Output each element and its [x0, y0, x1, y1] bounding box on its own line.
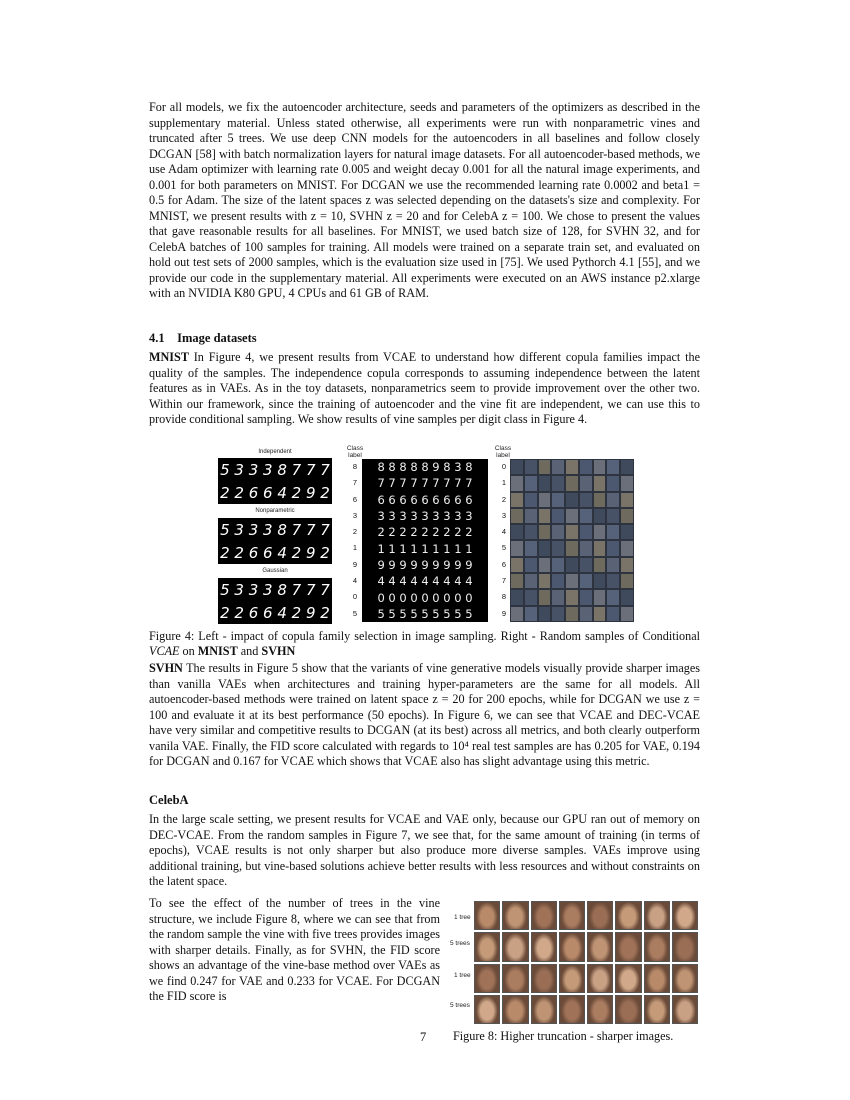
svhn-sample	[510, 475, 524, 491]
class-labels-mnist	[345, 459, 357, 622]
svhn-sample	[565, 573, 579, 589]
svhn-sample	[606, 459, 620, 475]
svhn-sample	[538, 589, 552, 605]
class-label: 8	[501, 592, 506, 602]
face-sample	[559, 932, 585, 961]
caption-text: Figure 4: Left - impact of copula family selection in image sampling. Right - Random samples of Conditional	[149, 629, 700, 643]
svhn-sample	[565, 606, 579, 622]
mnist-conditional-grid	[362, 459, 488, 622]
svhn-sample	[579, 540, 593, 556]
figure-4-caption	[149, 629, 700, 659]
svhn-sample	[593, 524, 607, 540]
svhn-sample	[565, 540, 579, 556]
class-label: 2	[352, 527, 357, 537]
face-sample	[502, 901, 528, 930]
face-sample	[502, 932, 528, 961]
class-label: 9	[352, 559, 357, 569]
svhn-sample	[510, 606, 524, 622]
grid-row: 7 7 7 7 7 7 7 7 7	[377, 476, 473, 491]
svhn-sample	[579, 475, 593, 491]
caption-svhn: SVHN	[261, 644, 296, 658]
svhn-sample	[620, 475, 634, 491]
svhn-sample	[579, 459, 593, 475]
svhn-sample	[524, 524, 538, 540]
svhn-sample	[551, 557, 565, 573]
svhn-sample	[538, 524, 552, 540]
class-labels-svhn	[494, 459, 506, 622]
svhn-body: The results in Figure 5 show that the variants of vine generative models visually provide sharper images than vanilla VAEs when architectures and training hyper-parameters are the same for all models. All autoencoder-based methods were trained on latent space z = 20 for 200 epochs, while for DCGAN we use z = 100 and evaluate it at its best performance (50 epochs). In Figure 6, we can see that VCAE and DEC-VCAE have very similar and competitive results to DCGAN (at its best) across all metrics, and both clearly outperform vanila VAE. Finally, the FID score calculated with regards to 10⁴ real test samples are has 0.205 for VAE, 0.194 for DCGAN and 0.167 for VCAE which shows that VCAE also has slight advantage using this metric.	[149, 661, 700, 768]
svhn-sample	[524, 606, 538, 622]
face-sample	[587, 901, 613, 930]
svhn-sample	[593, 475, 607, 491]
svhn-sample	[551, 508, 565, 524]
grid-row: 5 5 5 5 5 5 5 5 5	[377, 606, 473, 621]
sample-row: 2 2 6 6 4 2 9 2	[220, 603, 330, 622]
svhn-sample	[579, 508, 593, 524]
svhn-sample	[524, 475, 538, 491]
row-label: 1 tree	[454, 972, 471, 979]
celeba-paragraph: In the large scale setting, we present results for VCAE and VAE only, because our GPU ran out of memory on DEC-VCAE. From the random samples in Figure 7, we see that, for the same amount of training (in terms of epochs), VCAE results is not only sharper but also produce more diverse samples. VAEs improve using additional training, but vine-based solutions achieve better results with less resources and without constraints on the latent space.	[149, 812, 700, 888]
trees-paragraph: To see the effect of the number of trees in the vine structure, we include Figure 8, where we can see that from the random sample the vine with five trees provides images with sharper details. Finally, as for SVHN, the FID score shows an advantage of the vine-base method over VAEs as we find 0.247 for VAE and 0.233 for VCAE. For DCGAN the FID score is	[149, 896, 440, 1003]
class-label: 1	[352, 543, 357, 553]
svhn-sample	[538, 606, 552, 622]
svhn-sample	[538, 540, 552, 556]
grid-row: 4 4 4 4 4 4 4 4 4	[377, 574, 473, 589]
face-sample	[559, 964, 585, 993]
svhn-sample	[606, 524, 620, 540]
svhn-sample	[524, 459, 538, 475]
face-sample	[672, 964, 698, 993]
svhn-sample	[538, 508, 552, 524]
face-sample	[531, 901, 557, 930]
svhn-sample	[565, 459, 579, 475]
grid-row: 8 8 8 8 8 9 8 3 8	[377, 460, 473, 475]
class-label-heading-svhn: Class label	[494, 445, 512, 459]
panel-gaussian	[218, 578, 332, 624]
svhn-sample	[579, 573, 593, 589]
row-label: 5 trees	[450, 940, 470, 947]
caption-text: and	[237, 644, 262, 658]
page-number: 7	[420, 1030, 427, 1044]
sample-row: 2 2 6 6 4 2 9 2	[220, 483, 330, 502]
svhn-sample	[538, 573, 552, 589]
svhn-sample	[593, 589, 607, 605]
svhn-sample	[593, 540, 607, 556]
class-label: 1	[501, 478, 506, 488]
class-label: 8	[352, 462, 357, 471]
intro-paragraph: For all models, we fix the autoencoder architecture, seeds and parameters of the optimizers as described in the supplementary material. Unless stated otherwise, all experiments were run with nonparametric vines and truncated after 5 trees. We use deep CNN models for the autoencoders in all baselines and follow closely DCGAN [58] with batch normalization layers for natural image datasets. For all autoencoder-based methods, we use Adam optimizer with learning rate 0.005 and weight decay 0.001 for all the natural image experiments, and 0.001 for both parameters on MNIST. For DCGAN we use the recommended learning rate 0.0002 and beta1 = 0.5 for Adam. The size of the latent spaces z was selected depending on the datasets's size and complexity. For MNIST, we present results with z = 10, SVHN z = 20 and for CelebA z = 100. We chose to present the values that gave reasonable results for all baselines. For MNIST, we used batch size of 128, for SVHN 32, and for CelebA batches of 100 samples for training. All models were trained on a separate train set, and evaluated on hold out test sets of 2000 samples, which is the evaluation size used in [75]. We used Pythorch 4.1 [55], and we provide our code in the supplementary material. All experiments were executed on an AWS instance p2.xlarge with an NVIDIA K80 GPU, 4 CPUs and 61 GB of RAM.	[149, 100, 700, 300]
mnist-body: In Figure 4, we present results from VCAE to understand how different copula families impact the quality of the samples. The independence copula corresponds to assuming independence between the latent features as in VAEs. As in the toy datasets, nonparametrics seem to provide improvement over the other two. Within our framework, since the training of autoencoder and the vine fit are independent, we can use this to provide conditional sampling. We show results of vine samples per digit class in Figure 4.	[149, 350, 700, 426]
svhn-sample	[565, 508, 579, 524]
label-nonparametric: Nonparametric	[255, 508, 295, 514]
mnist-paragraph	[149, 350, 700, 428]
class-label: 6	[352, 494, 357, 504]
face-sample	[615, 932, 641, 961]
svhn-sample	[538, 459, 552, 475]
svhn-conditional-grid	[510, 459, 634, 622]
face-sample	[502, 995, 528, 1024]
face-sample	[672, 901, 698, 930]
svhn-sample	[593, 573, 607, 589]
svhn-sample	[538, 557, 552, 573]
mnist-lead: MNIST	[149, 350, 189, 364]
svhn-sample	[565, 524, 579, 540]
svhn-sample	[565, 492, 579, 508]
svhn-sample	[620, 589, 634, 605]
label-independent: Independent	[258, 449, 292, 455]
figure-8-caption: Figure 8: Higher truncation - sharper images.	[453, 1029, 674, 1043]
face-sample	[531, 964, 557, 993]
svhn-sample	[606, 475, 620, 491]
caption-text: on	[179, 644, 198, 658]
svhn-sample	[579, 557, 593, 573]
grid-row: 3 3 3 3 3 3 3 3 3	[377, 509, 473, 524]
svhn-sample	[510, 524, 524, 540]
svhn-sample	[510, 492, 524, 508]
face-sample	[531, 995, 557, 1024]
svhn-sample	[538, 475, 552, 491]
svhn-sample	[606, 573, 620, 589]
svhn-sample	[593, 459, 607, 475]
panel-independent	[218, 458, 332, 504]
svhn-sample	[524, 508, 538, 524]
svhn-sample	[593, 508, 607, 524]
face-sample	[615, 901, 641, 930]
face-sample	[672, 932, 698, 961]
svhn-sample	[551, 540, 565, 556]
svhn-sample	[579, 606, 593, 622]
svhn-sample	[606, 589, 620, 605]
label-gaussian: Gaussian	[262, 568, 288, 574]
svhn-sample	[593, 492, 607, 508]
section-heading-image-datasets: 4.1 Image datasets	[149, 331, 257, 345]
face-sample	[615, 995, 641, 1024]
section-heading-celeba: CelebA	[149, 793, 189, 807]
svhn-sample	[579, 524, 593, 540]
class-label: 5	[352, 608, 357, 618]
sample-row: 5 3 3 3 8 7 7 7	[220, 580, 330, 599]
svhn-sample	[551, 606, 565, 622]
class-label: 7	[352, 478, 357, 488]
svhn-sample	[593, 557, 607, 573]
class-label: 9	[501, 608, 506, 618]
face-sample	[559, 901, 585, 930]
face-sample	[502, 964, 528, 993]
svhn-sample	[510, 589, 524, 605]
sample-row: 2 2 6 6 4 2 9 2	[220, 543, 330, 562]
grid-row: 9 9 9 9 9 9 9 9 9	[377, 557, 473, 572]
svhn-sample	[593, 606, 607, 622]
svhn-sample	[620, 492, 634, 508]
svhn-sample	[606, 606, 620, 622]
svhn-sample	[538, 492, 552, 508]
svhn-sample	[524, 589, 538, 605]
grid-row: 1 1 1 1 1 1 1 1 1	[377, 541, 473, 556]
svhn-sample	[551, 459, 565, 475]
svhn-sample	[524, 557, 538, 573]
class-label: 4	[352, 576, 357, 586]
class-label: 4	[501, 527, 506, 537]
svhn-sample	[606, 492, 620, 508]
svhn-sample	[510, 557, 524, 573]
celeba-samples-grid	[474, 901, 698, 1024]
svhn-sample	[606, 508, 620, 524]
face-sample	[559, 995, 585, 1024]
svhn-sample	[620, 540, 634, 556]
svhn-sample	[510, 459, 524, 475]
svhn-sample	[551, 573, 565, 589]
grid-row: 6 6 6 6 6 6 6 6 6	[377, 492, 473, 507]
svhn-sample	[510, 508, 524, 524]
svhn-sample	[551, 589, 565, 605]
grid-row: 2 2 2 2 2 2 2 2 2	[377, 525, 473, 540]
face-sample	[531, 932, 557, 961]
class-label: 2	[501, 494, 506, 504]
class-label: 6	[501, 559, 506, 569]
face-sample	[474, 932, 500, 961]
svhn-sample	[551, 524, 565, 540]
svhn-sample	[524, 492, 538, 508]
svhn-sample	[510, 540, 524, 556]
sample-row: 5 3 3 3 8 7 7 7	[220, 460, 330, 479]
svhn-sample	[620, 606, 634, 622]
svhn-sample	[606, 540, 620, 556]
face-sample	[587, 995, 613, 1024]
svhn-sample	[524, 540, 538, 556]
caption-vcae: VCAE	[149, 644, 180, 658]
svhn-sample	[579, 589, 593, 605]
svhn-sample	[565, 557, 579, 573]
svhn-sample	[620, 508, 634, 524]
svhn-paragraph	[149, 661, 700, 770]
face-sample	[644, 932, 670, 961]
class-label: 3	[352, 510, 357, 520]
face-sample	[587, 964, 613, 993]
class-label-heading-mnist: Class label	[346, 445, 364, 459]
svhn-sample	[606, 557, 620, 573]
svhn-sample	[620, 573, 634, 589]
face-sample	[644, 995, 670, 1024]
class-label: 3	[501, 510, 506, 520]
row-label: 5 trees	[450, 1002, 470, 1009]
svhn-sample	[620, 459, 634, 475]
class-label: 0	[352, 592, 357, 602]
row-label: 1 tree	[454, 914, 471, 921]
face-sample	[587, 932, 613, 961]
face-sample	[474, 901, 500, 930]
class-label: 0	[501, 462, 506, 471]
svhn-sample	[551, 475, 565, 491]
face-sample	[644, 964, 670, 993]
face-sample	[615, 964, 641, 993]
svhn-sample	[620, 524, 634, 540]
face-sample	[644, 901, 670, 930]
svhn-sample	[524, 573, 538, 589]
face-sample	[672, 995, 698, 1024]
caption-mnist: MNIST	[197, 644, 238, 658]
sample-row: 5 3 3 3 8 7 7 7	[220, 520, 330, 539]
svhn-lead: SVHN	[149, 661, 183, 675]
svhn-sample	[510, 573, 524, 589]
face-sample	[474, 964, 500, 993]
grid-row: 0 0 0 0 0 0 0 0 0	[377, 590, 473, 605]
svhn-sample	[565, 589, 579, 605]
svhn-sample	[551, 492, 565, 508]
face-sample	[474, 995, 500, 1024]
panel-nonparametric	[218, 518, 332, 564]
class-label: 5	[501, 543, 506, 553]
svhn-sample	[620, 557, 634, 573]
svhn-sample	[565, 475, 579, 491]
class-label: 7	[501, 576, 506, 586]
svhn-sample	[579, 492, 593, 508]
